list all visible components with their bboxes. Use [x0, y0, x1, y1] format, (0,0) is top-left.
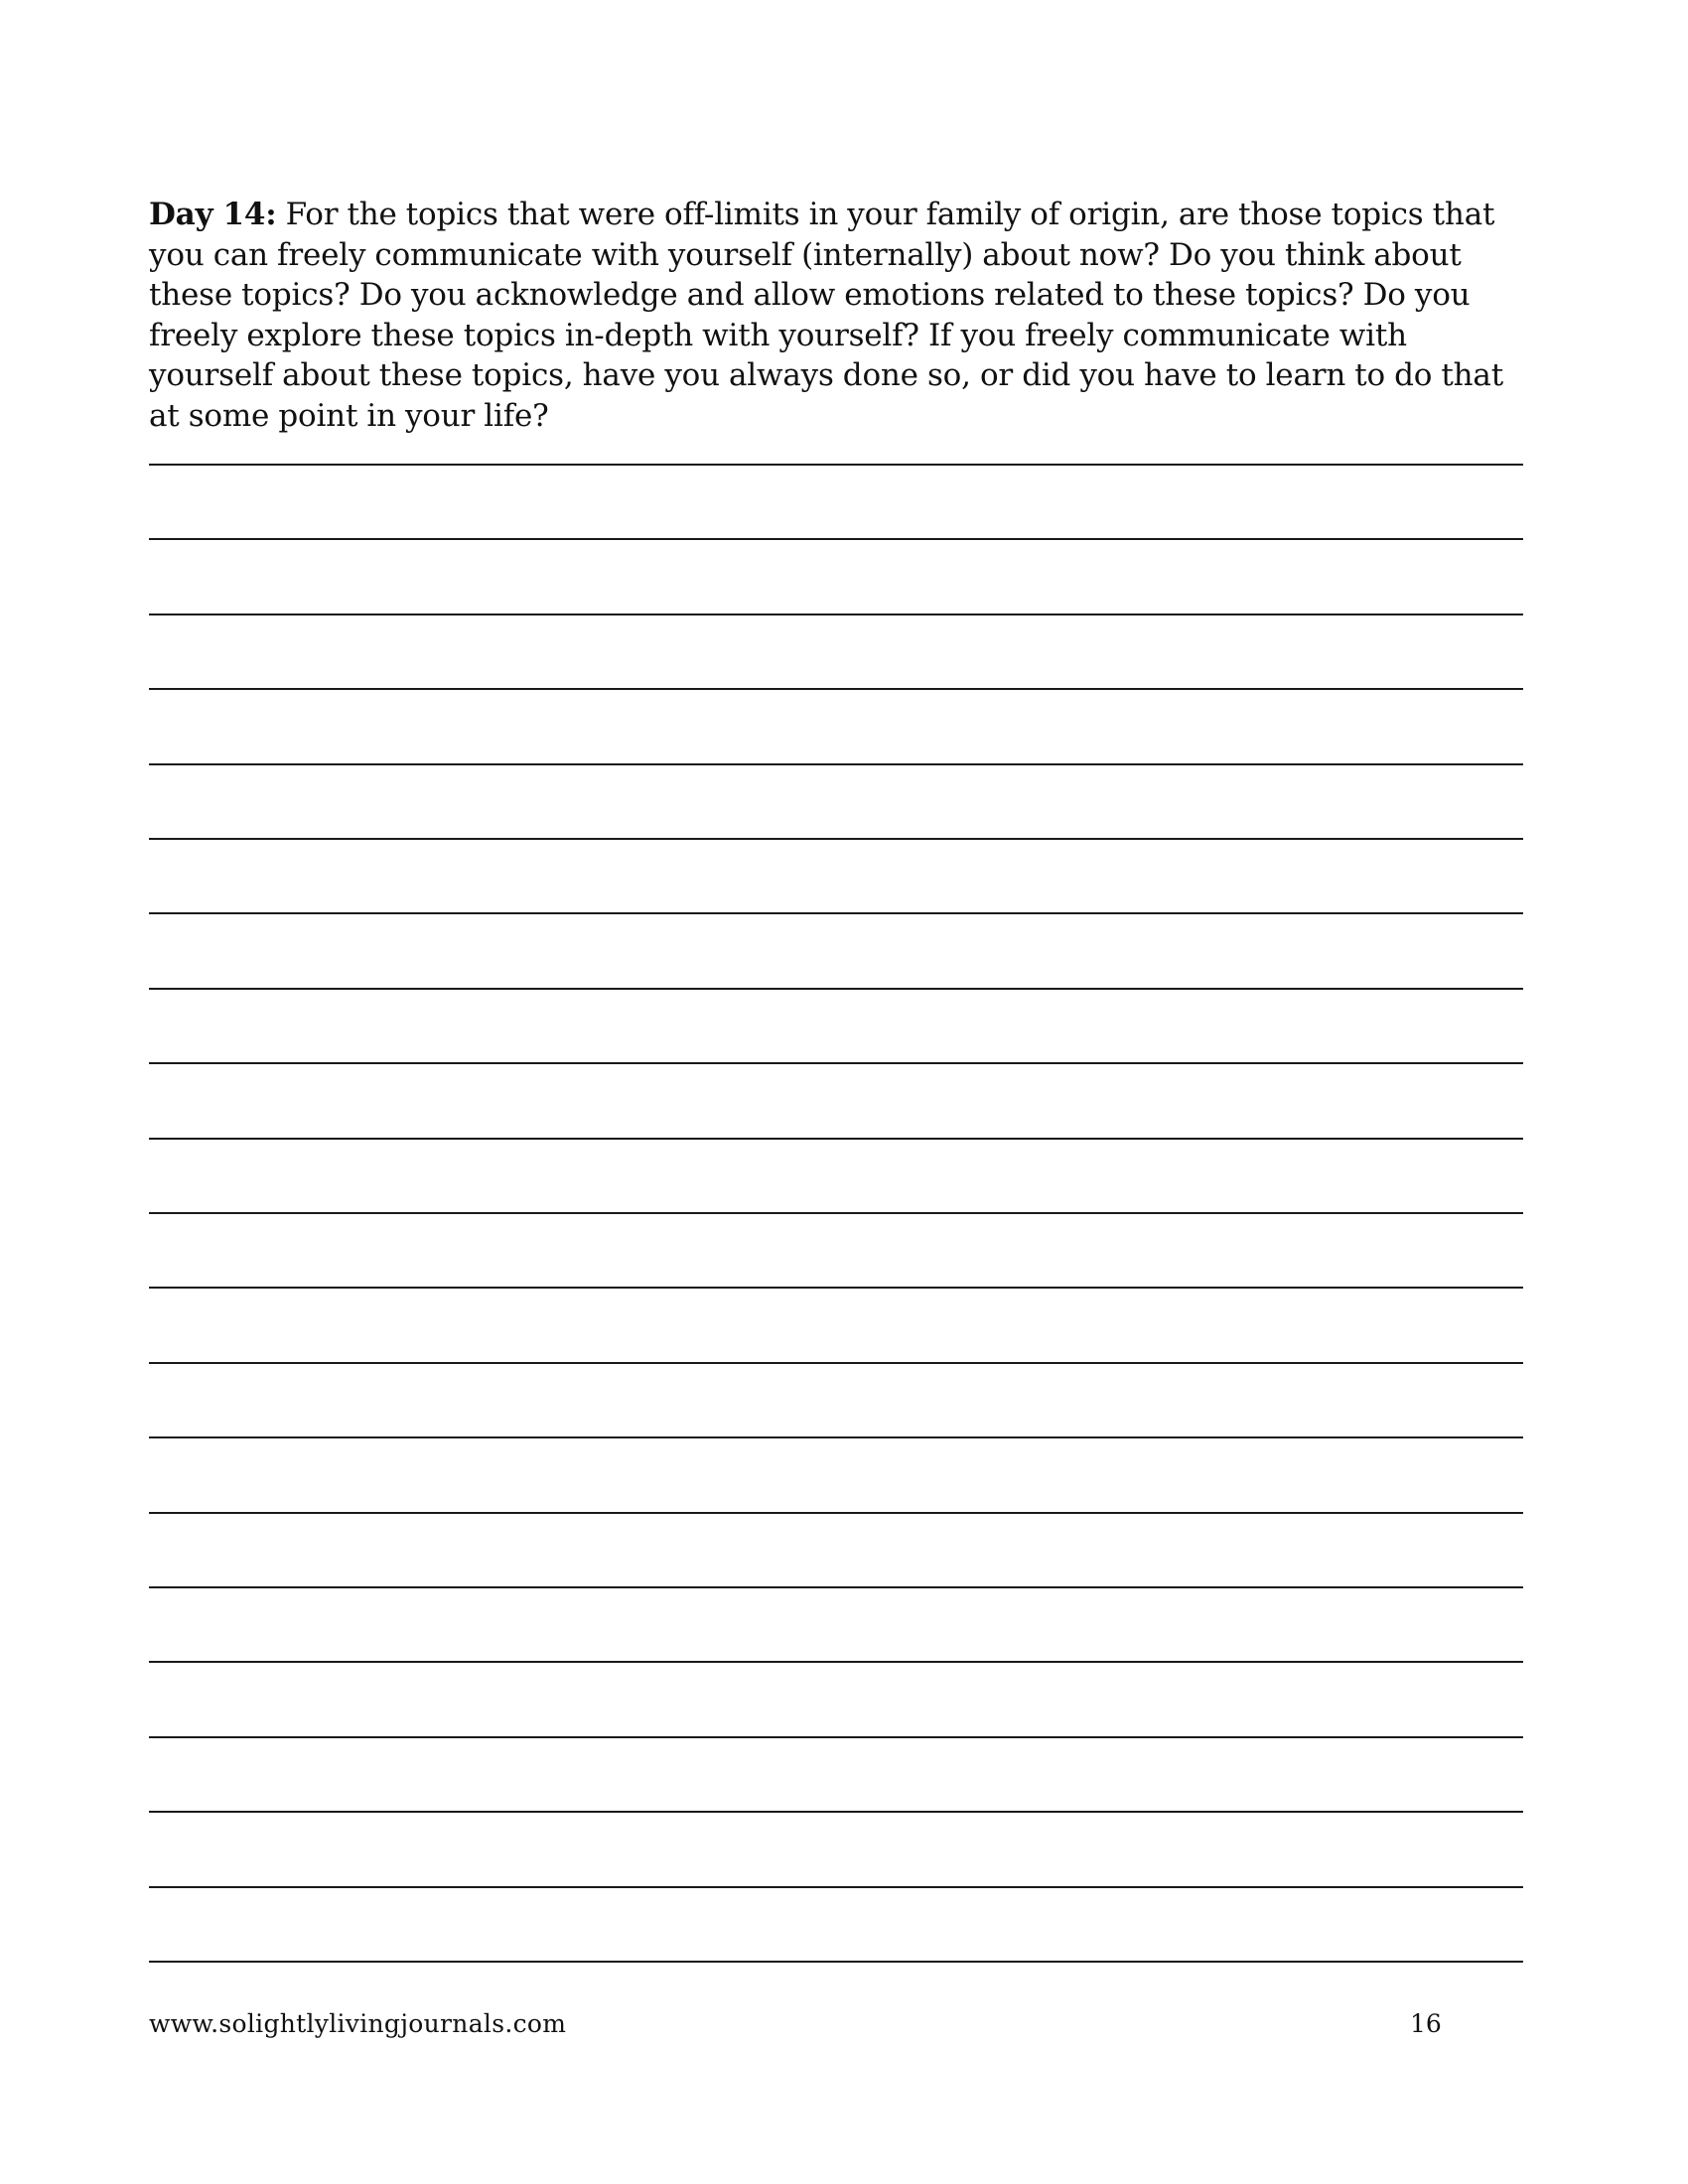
- writing-line: [149, 1362, 1523, 1364]
- page-number: 16: [1410, 2009, 1442, 2038]
- writing-line: [149, 688, 1523, 690]
- writing-line: [149, 1586, 1523, 1588]
- day-label: Day 14:: [149, 197, 277, 232]
- writing-line: [149, 1736, 1523, 1738]
- writing-line: [149, 464, 1523, 466]
- writing-line: [149, 1436, 1523, 1438]
- writing-line: [149, 1287, 1523, 1289]
- writing-line: [149, 838, 1523, 840]
- writing-line: [149, 538, 1523, 540]
- writing-line: [149, 1212, 1523, 1214]
- writing-line: [149, 1886, 1523, 1888]
- writing-line: [149, 1661, 1523, 1663]
- writing-line: [149, 1512, 1523, 1514]
- writing-line: [149, 1062, 1523, 1064]
- prompt-text: For the topics that were off-limits in your family of origin, are those topics that you can freely communicate with yourself (internally) about now? Do you think about these topics? Do you acknowledge and allow emotions related to these topics? Do you freely explore these topics in-depth with yourself? If you freely communicate with yourself about these topics, have you always done so, or did you have to learn to do that at some point in your life?: [149, 197, 1503, 434]
- writing-line: [149, 763, 1523, 765]
- writing-lines-area: [149, 0, 1523, 2184]
- writing-line: [149, 1811, 1523, 1813]
- writing-line: [149, 912, 1523, 914]
- writing-line: [149, 1961, 1523, 1963]
- writing-line: [149, 988, 1523, 990]
- footer-website: www.solightlylivingjournals.com: [149, 2009, 567, 2038]
- writing-line: [149, 614, 1523, 615]
- writing-line: [149, 1138, 1523, 1140]
